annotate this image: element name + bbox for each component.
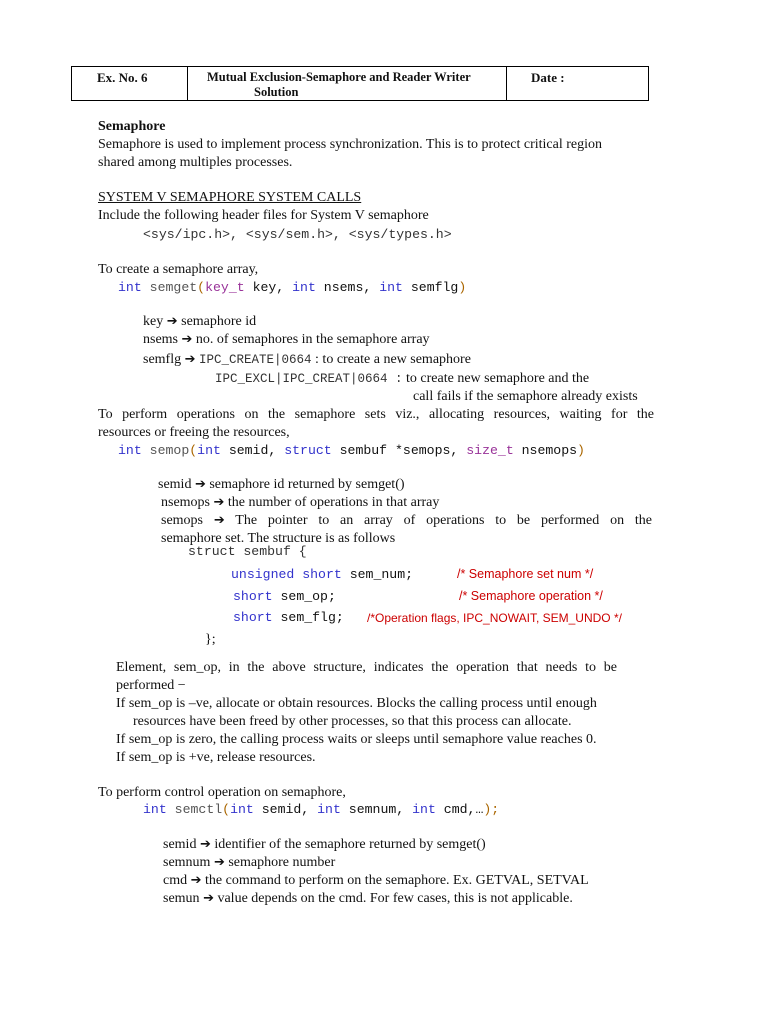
semops-param — [161, 513, 652, 529]
param-label: semid — [158, 477, 192, 492]
param-desc: semaphore number — [228, 855, 336, 870]
key-param — [143, 314, 256, 330]
param-label: nsems — [143, 332, 178, 347]
flag-desc: : to create a new semaphore — [315, 352, 471, 367]
arg-semnum: semnum, — [340, 802, 413, 817]
kw-int: int — [143, 802, 167, 817]
struct-close: }; — [205, 632, 216, 647]
semop-intro-2: resources or freeing the resources, — [98, 425, 290, 440]
field-type: short — [233, 610, 273, 625]
ex-no-cell — [72, 67, 188, 101]
param-desc: identifier of the semaphore returned by semget() — [214, 837, 486, 852]
fn-name: semop — [141, 443, 190, 458]
arg-key: key, — [244, 280, 293, 295]
param-desc: the number of operations in that array — [227, 495, 440, 510]
arg-semflg: semflg — [402, 280, 459, 295]
type-size-t: size_t — [466, 443, 514, 458]
sem-op-positive: If sem_op is +ve, release resources. — [116, 750, 316, 765]
semget-signature — [118, 280, 466, 295]
arrow-icon: ➔ — [199, 837, 211, 852]
arrow-icon: ➔ — [166, 314, 178, 329]
comment-sem-num: /* Semaphore set num */ — [457, 567, 594, 581]
sysv-heading: SYSTEM V SEMAPHORE SYSTEM CALLS — [98, 190, 362, 205]
header-table — [71, 66, 649, 101]
struct-field-sem-flg — [233, 610, 344, 625]
arrow-icon: ➔ — [203, 891, 214, 906]
sem-op-negative-1: If sem_op is –ve, allocate or obtain resources. Blocks the calling process until enough — [116, 696, 597, 711]
field-type: short — [233, 589, 273, 604]
kw-int: int — [292, 280, 316, 295]
title-cell — [188, 67, 507, 101]
paren: ) — [458, 280, 467, 295]
kw-int: int — [412, 802, 436, 817]
comment-sem-flg: /*Operation flags, IPC_NOWAIT, SEM_UNDO */ — [367, 611, 622, 625]
semctl-semun-param — [163, 891, 573, 907]
exercise-title — [188, 67, 506, 100]
arg-nsems: nsems, — [315, 280, 380, 295]
paren: ( — [222, 802, 231, 817]
sem-op-note-2: performed − — [116, 678, 186, 693]
ex-no: Ex. No. 6 — [97, 70, 148, 85]
kw-int: int — [379, 280, 403, 295]
arrow-icon: ➔ — [213, 855, 225, 870]
param-label: semops — [161, 513, 203, 528]
nsemops-param — [161, 495, 439, 511]
type-key-t: key_t — [205, 280, 245, 295]
intro-line-1: Semaphore is used to implement process synchronization. This is to protect critical region — [98, 137, 603, 152]
header-files-code: <sys/ipc.h>, <sys/sem.h>, <sys/types.h> — [143, 227, 452, 242]
arg-semid: semid, — [253, 802, 318, 817]
paren: ( — [197, 280, 206, 295]
semop-intro-1: To perform operations on the semaphore sets viz., allocating resources, waiting for the — [98, 407, 654, 422]
struct-line: struct sembuf { — [188, 544, 307, 559]
param-label: semnum — [163, 855, 211, 870]
arrow-icon: ➔ — [194, 477, 206, 492]
semctl-semnum-param — [163, 855, 335, 871]
title-line-2: Solution — [254, 85, 299, 99]
semflg-excl-desc-2: call fails if the semaphore already exists — [413, 389, 638, 404]
param-label: semun — [163, 891, 200, 906]
semctl-signature — [143, 802, 499, 817]
semget-intro: To create a semaphore array, — [98, 262, 259, 277]
fn-name: semget — [141, 280, 198, 295]
kw-struct: struct — [284, 443, 332, 458]
kw-int: int — [118, 443, 142, 458]
semop-signature — [118, 443, 585, 458]
paren: ( — [189, 443, 198, 458]
arrow-icon: ➔ — [213, 495, 225, 510]
arg-cmd: cmd,… — [435, 802, 484, 817]
struct-field-sem-num — [231, 567, 413, 582]
kw-int: int — [197, 443, 221, 458]
param-label: key — [143, 314, 164, 329]
param-desc: semaphore id — [181, 314, 257, 329]
semflg-param — [143, 352, 471, 368]
sem-op-negative-2: resources have been freed by other processes, so that this process can allocate. — [133, 714, 572, 729]
sem-op-zero: If sem_op is zero, the calling process waits or sleeps until semaphore value reaches 0. — [116, 732, 597, 747]
paren: ); — [483, 802, 500, 817]
flag-code: IPC_EXCL|IPC_CREAT|0664 : — [215, 372, 403, 386]
arrow-icon: ➔ — [181, 332, 193, 347]
date-label: Date : — [531, 70, 565, 85]
param-desc: The pointer to an array of operations to be performed on the — [235, 513, 652, 528]
field-name: sem_flg; — [272, 610, 344, 625]
title-line-1: Mutual Exclusion-Semaphore and Reader Writer — [207, 70, 471, 84]
semaphore-heading: Semaphore — [98, 119, 166, 134]
param-desc: semaphore id returned by semget() — [209, 477, 405, 492]
semops-desc-2: semaphore set. The structure is as follows — [161, 531, 396, 546]
param-desc: value depends on the cmd. For few cases, this is not applicable. — [217, 891, 573, 906]
arg-semops: sembuf *semops, — [331, 443, 467, 458]
comment-sem-op: /* Semaphore operation */ — [459, 589, 603, 603]
semid-param — [158, 477, 405, 493]
field-name: sem_op; — [272, 589, 336, 604]
field-name: sem_num; — [341, 567, 414, 582]
kw-int: int — [230, 802, 254, 817]
paren: ) — [577, 443, 585, 458]
date-cell — [507, 67, 649, 101]
param-label: cmd — [163, 873, 188, 888]
arrow-icon: ➔ — [184, 352, 196, 367]
param-desc: no. of semaphores in the semaphore array — [195, 332, 430, 347]
flag-desc: to create new semaphore and the — [406, 371, 590, 386]
kw-int: int — [317, 802, 341, 817]
arrow-icon: ➔ — [190, 873, 202, 888]
semctl-intro: To perform control operation on semaphore, — [98, 785, 346, 800]
include-text: Include the following header files for System V semaphore — [98, 208, 429, 223]
intro-line-2: shared among multiples processes. — [98, 155, 293, 170]
param-label: semflg — [143, 352, 182, 367]
semctl-semid-param — [163, 837, 486, 853]
fn-name: semctl — [166, 802, 223, 817]
arg-nsemops: nsemops — [513, 443, 578, 458]
sem-op-note-1: Element, sem_op, in the above structure, indicates the operation that needs to be — [116, 660, 617, 675]
kw-int: int — [118, 280, 142, 295]
param-label: semid — [163, 837, 197, 852]
semctl-cmd-param — [163, 873, 589, 889]
nsems-param — [143, 332, 430, 348]
param-label: nsemops — [161, 495, 210, 510]
param-desc: the command to perform on the semaphore. Ex. GETVAL, SETVAL — [205, 873, 589, 888]
struct-field-sem-op — [233, 589, 336, 604]
flag-code: IPC_CREATE|0664 — [199, 353, 312, 367]
arg-semid: semid, — [220, 443, 285, 458]
semflg-excl — [215, 371, 589, 387]
field-type: unsigned short — [231, 567, 342, 582]
arrow-icon: ➔ — [213, 513, 225, 528]
